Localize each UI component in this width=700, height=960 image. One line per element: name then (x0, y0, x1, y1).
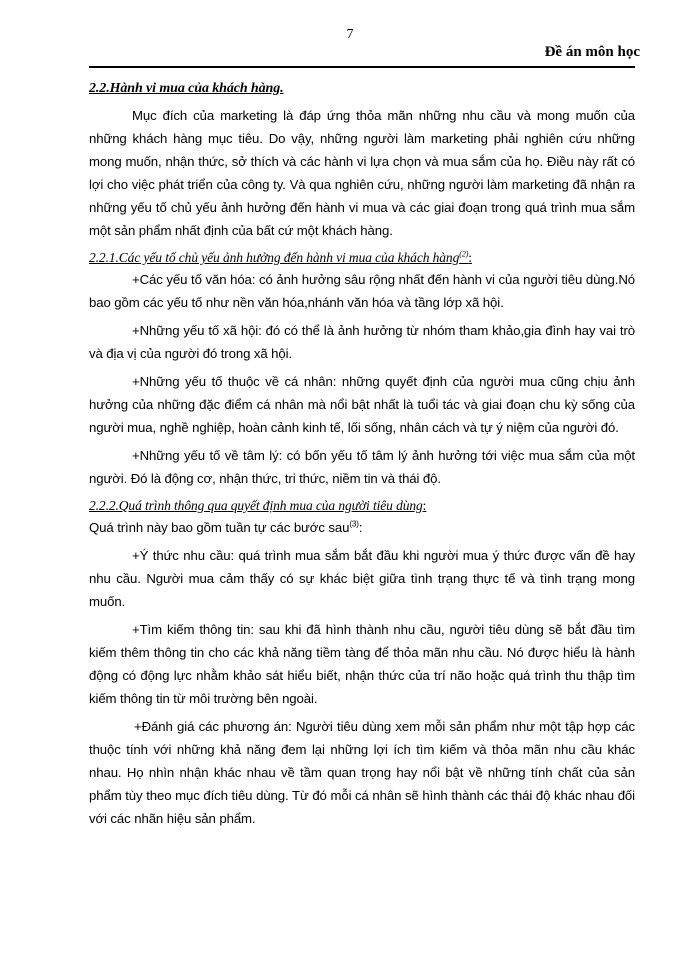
subsection-heading-text: 2.2.2.Quá trình thông qua quyết định mua của người tiêu dùng (89, 498, 423, 513)
subsection-heading (89, 495, 635, 516)
subsection-intro (89, 516, 635, 539)
section-heading: 2.2.Hành vi mua của khách hàng. (89, 81, 284, 96)
subsection-heading-text: 2.2.1.Các yếu tố chủ yếu ảnh hưởng đến hành vi mua của khách hàng (89, 250, 460, 265)
subsection-intro-text: Quá trình này bao gồm tuần tự các bước sau (89, 520, 350, 535)
list-item: +Những yếu tố thuộc về cá nhân: những quyết định của người mua cũng chịu ảnh hưởng của những đặc điểm cá nhân mà nổi bật nhất là tuổi tác và giai đoạn chu kỳ sống của người mua, nghề nghiệp, hoàn cảnh kinh tế, lối sống, nhân cách và tự ý niệm của người đó. (89, 374, 635, 435)
heading-colon: : (468, 250, 472, 265)
footnote-ref: (2) (459, 249, 469, 259)
list-item: +Những yếu tố xã hội: đó có thể là ảnh hưởng từ nhóm tham khảo,gia đình hay vai trò và địa vị của người đó trong xã hội. (89, 323, 635, 361)
heading-colon: : (422, 498, 427, 513)
document-body (89, 78, 635, 835)
page-number: 7 (346, 27, 354, 42)
list-item: +Ý thức nhu cầu: quá trình mua sắm bắt đầu khi người mua ý thức được vấn đề hay nhu cầu. Người mua cảm thấy có sự khác biệt giữa tình trạng thực tế và tình trạng mong muốn. (89, 548, 635, 609)
document-header-title: Đề án môn học (544, 44, 640, 60)
list-item: +Tìm kiếm thông tin: sau khi đã hình thành nhu cầu, người tiêu dùng sẽ bắt đầu tìm kiếm thêm thông tin cho các khả năng tiềm tàng để thỏa mãn nhu cầu. Nó được hiểu là hành động có động lực nhằm khảo sát hiểu biết, nhận thức của trí não hoặc quá trình thu thập tìm kiếm thông tin từ môi trường bên ngoài. (89, 622, 635, 706)
footnote-ref: (3) (349, 519, 359, 529)
intro-colon: : (358, 520, 363, 535)
header-divider (89, 66, 635, 68)
list-item: +Các yếu tố văn hóa: có ảnh hưởng sâu rộng nhất đến hành vi của người tiêu dùng.Nó bao gồm các yếu tố như nền văn hóa,nhánh văn hóa và tầng lớp xã hội. (89, 272, 635, 310)
section-intro-paragraph: Mục đích của marketing là đáp ứng thỏa mãn những nhu cầu và mong muốn của những khách hàng mục tiêu. Do vậy, những người làm marketing phải nghiên cứu những mong muốn, nhận thức, sở thích và các hành vi lựa chọn và mua sắm của họ. Điều này rất có lợi cho việc phát triển của công ty. Và qua nghiên cứu, những người làm marketing đã nhận ra những yếu tố chủ yếu ảnh hưởng đến hành vi mua và các giai đoạn trong quá trình mua sắm một sản phẩm nhất định của bất cứ một khách hàng. (89, 108, 635, 238)
subsection-heading (89, 247, 635, 268)
list-item: +Những yếu tố về tâm lý: có bốn yếu tố tâm lý ảnh hưởng tới việc mua sắm của một người. Đó là động cơ, nhận thức, tri thức, niềm tin và thái độ. (89, 448, 635, 486)
list-item: +Đánh giá các phương án: Người tiêu dùng xem mỗi sản phẩm như một tập hợp các thuộc tính với những khả năng đem lại những lợi ích tìm kiếm và thỏa mãn nhu cầu khác nhau. Họ nhìn nhận khác nhau về tầm quan trọng hay nổi bật về những tính chất của sản phẩm tùy theo mục đích tiêu dùng. Từ đó mỗi cá nhân sẽ hình thành các thái độ khác nhau đối với các nhãn hiệu sản phẩm. (89, 719, 635, 826)
